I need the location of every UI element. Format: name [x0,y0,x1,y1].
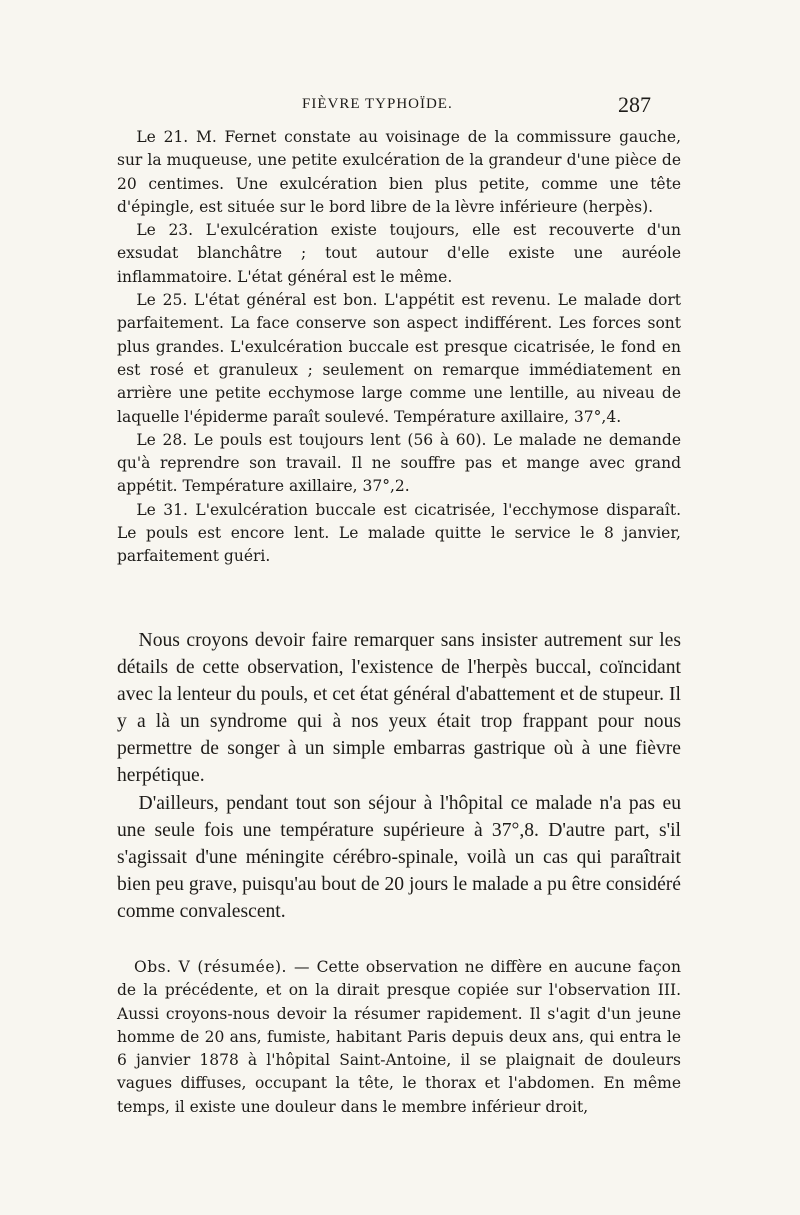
observation-text: Cette observation ne diffère en aucune façon de la précédente, et on la dirait presque copiée sur l'observation III. Aussi croyons-nous devoir la résumer rapidement. Il s'agit d'un jeune homme de 20 ans, fumiste, habitant Paris depuis deux ans, qui entra le 6 janvier 1878 à l'hôpital Saint-Antoine, il se plaignait de douleurs vagues diffuses, occupant la tête, le thorax et l'abdomen. En même temps, il existe une douleur dans le membre inférieur droit, [117,958,681,1116]
note-day-28: Le 28. Le pouls est toujours lent (56 à 60). Le malade ne demande qu'à reprendre son travail. Il ne souffre pas et mange avec grand appétit. Température axillaire, 37°,2. [117,430,681,496]
observation-paragraph [117,956,681,1119]
note-day-31: Le 31. L'exulcération buccale est cicatrisée, l'ecchymose disparaît. Le pouls est encore lent. Le malade quitte le service le 8 janvier, parfaitement guéri. [117,500,681,566]
clinical-notes [117,126,681,569]
note-day-21: Le 21. M. Fernet constate au voisinage de la commissure gauche, sur la muqueuse, une petite exulcération de la grandeur d'une pièce de 20 centimes. Une exulcération bien plus petite, comme une tête d'épingle, est située sur le bord libre de la lèvre inférieure (herpès). [117,128,681,216]
note-day-25: Le 25. L'état général est bon. L'appétit est revenu. Le malade dort parfaitement. La face conserve son aspect indifférent. Les forces sont plus grandes. L'exulcération buccale est presque cicatrisée, le fond en est rosé et granuleux ; seulement on remarque immédiatement en arrière une petite ecchymose large comme une lentille, au niveau de laquelle l'épiderme paraît soulevé. Température axillaire, 37°,4. [117,291,681,426]
note-day-23: Le 23. L'exulcération existe toujours, elle est recouverte d'un exsudat blanchâtre ; tout autour d'elle existe une auréole inflammatoire. L'état général est le même. [117,221,681,286]
running-header [0,92,800,122]
running-title: FIÈVRE TYPHOÏDE. [302,96,453,112]
observation-v [117,956,681,1119]
observation-label: Obs. V (résumée). — [134,958,311,976]
page-number: 287 [618,92,651,117]
commentary-paragraph: Nous croyons devoir faire remarquer sans insister autrement sur les détails de cette observation, l'existence de l'herpès buccal, coïncidant avec la lenteur du pouls, et cet état général d'abattement et de stupeur. Il y a là un syndrome qui à nos yeux était trop frappant pour nous permettre de songer à un simple embarras gastrique où à une fièvre herpétique. [117,630,681,787]
commentary-paragraph: D'ailleurs, pendant tout son séjour à l'hôpital ce malade n'a pas eu une seule fois une température supérieure à 37°,8. D'autre part, s'il s'agissait d'une méningite cérébro-spinale, voilà un cas qui paraîtrait bien peu grave, puisqu'au bout de 20 jours le malade a pu être considéré comme convalescent. [117,792,681,922]
commentary [117,627,681,925]
